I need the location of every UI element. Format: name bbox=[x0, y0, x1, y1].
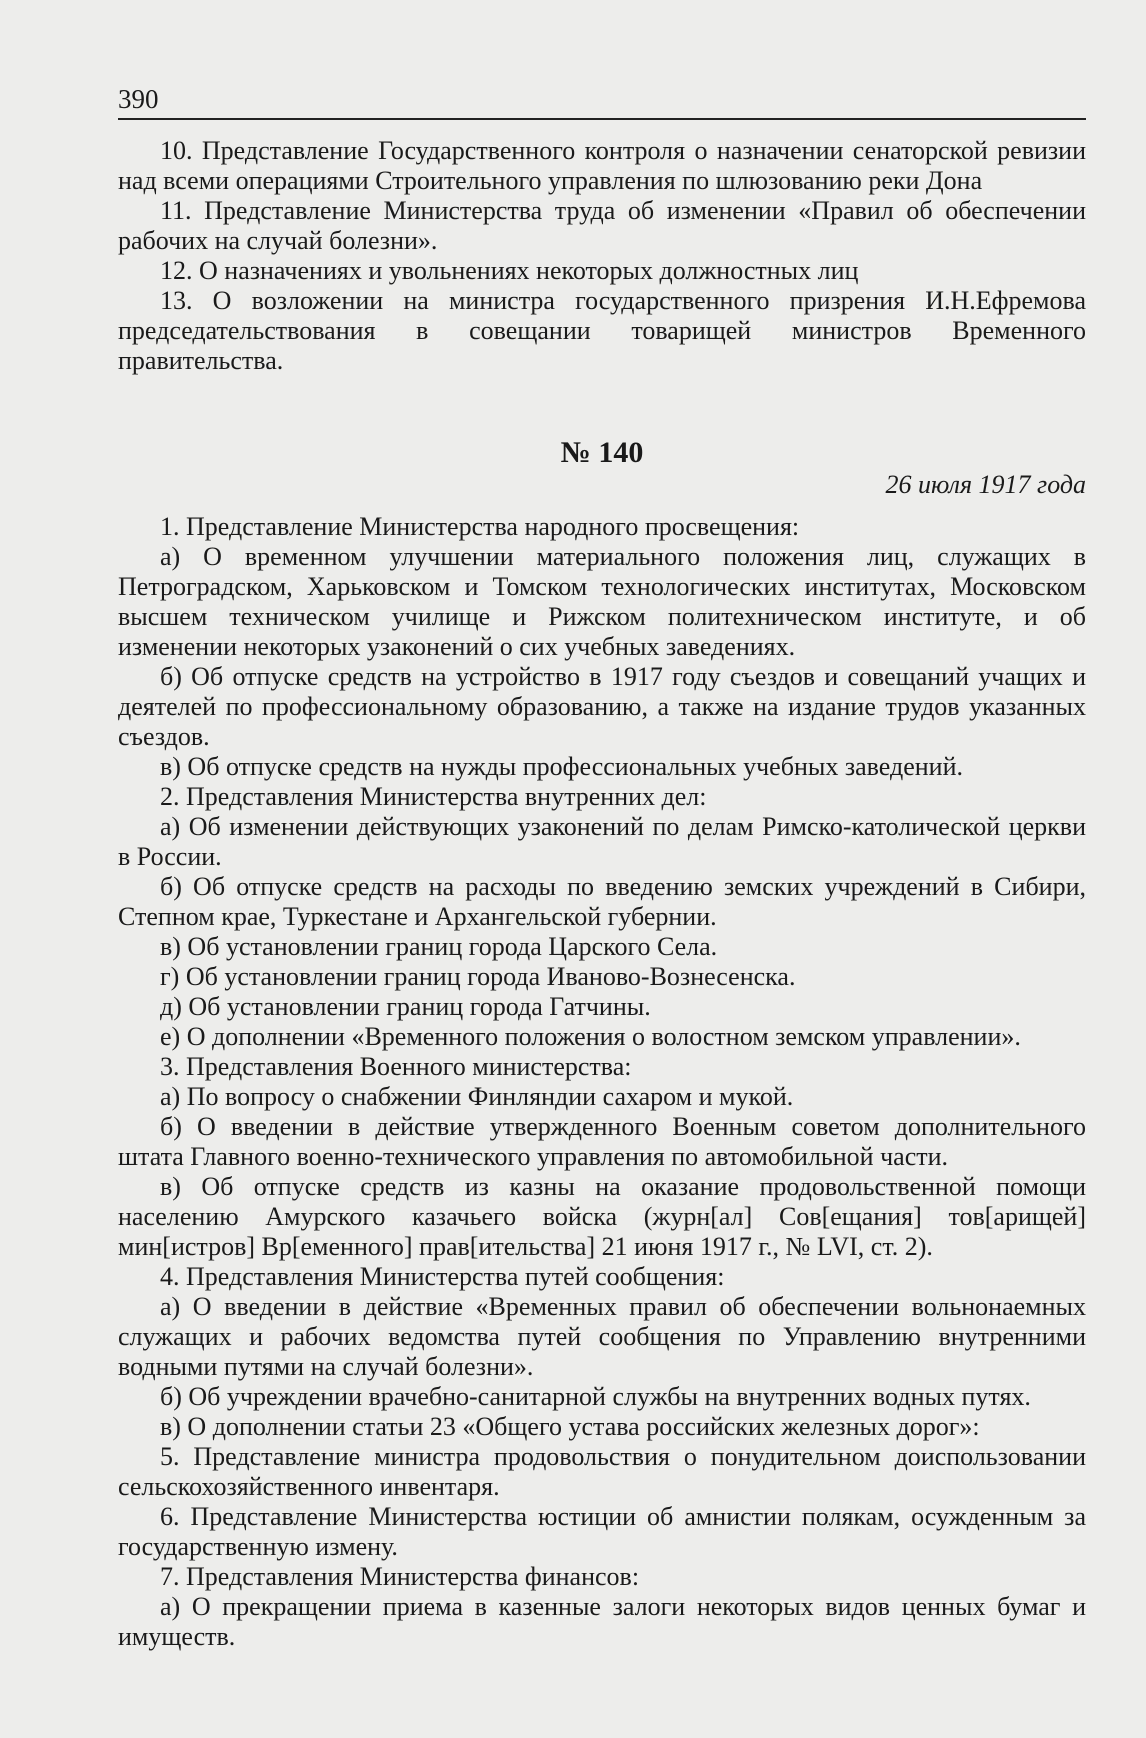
agenda-item: б) Об учреждении врачебно-санитарной службы на внутренних водных путях. bbox=[160, 1382, 1031, 1411]
agenda-item: в) Об отпуске средств на нужды профессиональных учебных заведений. bbox=[160, 752, 963, 781]
agenda-item: г) Об установлении границ города Иваново-Вознесенска. bbox=[160, 962, 796, 991]
page-number: 390 bbox=[118, 84, 159, 114]
agenda-item: 12. О назначениях и увольнениях некоторых должностных лиц bbox=[160, 256, 859, 285]
document-date: 26 июля 1917 года bbox=[885, 470, 1086, 499]
page-content bbox=[118, 136, 1086, 1652]
agenda-item: 4. Представления Министерства путей сообщения: bbox=[160, 1262, 725, 1291]
agenda-item: а) О введении в действие «Временных правил об обеспечении вольнонаемных служащих и рабочих ведомства путей сообщения по Управлению внутренними водными путями на случай болезни». bbox=[118, 1292, 1086, 1381]
agenda-item: д) Об установлении границ города Гатчины. bbox=[160, 992, 651, 1021]
agenda-item: 10. Представление Государственного контроля о назначении сенаторской ревизии над всеми операциями Строительного управления по шлюзованию реки Дона bbox=[118, 136, 1086, 195]
agenda-item: а) По вопросу о снабжении Финляндии сахаром и мукой. bbox=[160, 1082, 794, 1111]
agenda-item: 11. Представление Министерства труда об изменении «Правил об обеспечении рабочих на случай болезни». bbox=[118, 196, 1086, 255]
agenda-item: в) Об установлении границ города Царского Села. bbox=[160, 932, 718, 961]
agenda-item: 2. Представления Министерства внутренних дел: bbox=[160, 782, 707, 811]
agenda-item: б) Об отпуске средств на устройство в 1917 году съездов и совещаний учащих и деятелей по профессиональному образованию, а также на издание трудов указанных съездов. bbox=[118, 662, 1086, 751]
agenda-item: 3. Представления Военного министерства: bbox=[160, 1052, 632, 1081]
agenda-item: а) О временном улучшении материального положения лиц, служащих в Петроградском, Харьковском и Томском технологических институтах, Московском высшем техническом училище и Рижском политехническом институте, и об изменении некоторых узаконений о сих учебных заведениях. bbox=[118, 542, 1086, 661]
agenda-item: 7. Представления Министерства финансов: bbox=[160, 1562, 640, 1591]
agenda-item: б) Об отпуске средств на расходы по введению земских учреждений в Сибири, Степном крае, Туркестане и Архангельской губернии. bbox=[118, 872, 1086, 931]
agenda-item: в) О дополнении статьи 23 «Общего устава российских железных дорог»: bbox=[160, 1412, 980, 1441]
agenda-item: в) Об отпуске средств из казны на оказание продовольственной помощи населению Амурского казачьего войска (журн[ал] Сов[ещания] тов[арищей] мин[истров] Вр[еменного] прав[ительства] 21 июня 1917 г., № LVI, ст. 2). bbox=[118, 1172, 1086, 1261]
agenda-item: 6. Представление Министерства юстиции об амнистии полякам, осужденным за государственную измену. bbox=[118, 1502, 1086, 1561]
agenda-item: 13. О возложении на министра государственного призрения И.Н.Ефремова председательствования в совещании товарищей министров Временного правительства. bbox=[118, 286, 1086, 375]
header-rule bbox=[118, 118, 1086, 120]
agenda-item: а) О прекращении приема в казенные залоги некоторых видов ценных бумаг и имуществ. bbox=[118, 1592, 1086, 1651]
agenda-item: 1. Представление Министерства народного просвещения: bbox=[160, 512, 800, 541]
agenda-item: е) О дополнении «Временного положения о волостном земском управлении». bbox=[160, 1022, 1021, 1051]
document-number: № 140 bbox=[560, 436, 644, 469]
agenda-item: б) О введении в действие утвержденного Военным советом дополнительного штата Главного военно-технического управления по автомобильной части. bbox=[118, 1112, 1086, 1171]
agenda-item: а) Об изменении действующих узаконений по делам Римско-католической церкви в России. bbox=[118, 812, 1086, 871]
agenda-item: 5. Представление министра продовольствия о понудительном доиспользовании сельскохозяйственного инвентаря. bbox=[118, 1442, 1086, 1501]
